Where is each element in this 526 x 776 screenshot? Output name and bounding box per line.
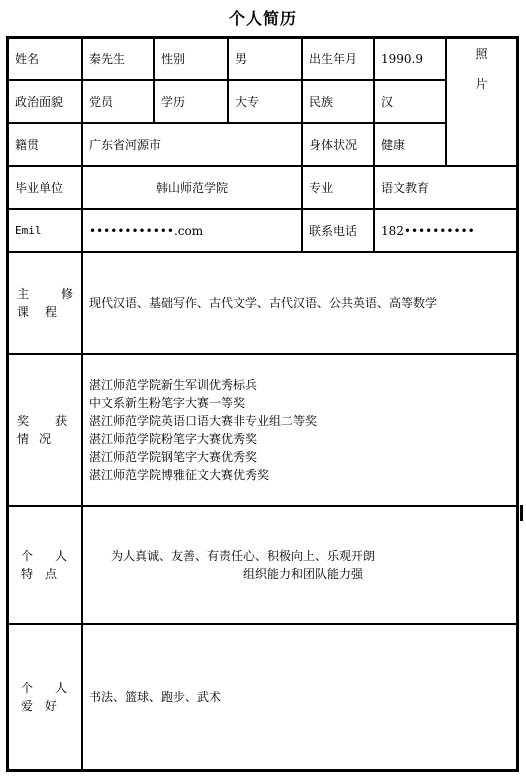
birth-label: 出生年月 xyxy=(302,38,374,80)
education-label: 学历 xyxy=(154,80,228,123)
hobbies-label-a: 个 xyxy=(21,681,34,695)
award-item: 中文系新生粉笔字大赛一等奖 xyxy=(89,396,246,410)
education-value: 大专 xyxy=(228,80,302,123)
courses-value: 现代汉语、基础写作、古代文学、古代汉语、公共英语、高等数学 xyxy=(82,252,517,354)
traits-label-a: 个 xyxy=(21,549,34,563)
traits-label xyxy=(8,506,82,624)
traits-label-b: 人 xyxy=(54,549,67,563)
awards-label-d: 况 xyxy=(38,432,51,446)
hobbies-label xyxy=(8,624,82,770)
text-cursor-mark xyxy=(520,505,523,521)
school-value: 韩山师范学院 xyxy=(82,166,302,209)
awards-label xyxy=(8,354,82,506)
hobbies-label-b: 人 xyxy=(54,681,67,695)
courses-label-a: 主 xyxy=(17,287,30,301)
native-place-value: 广东省河源市 xyxy=(82,123,302,166)
major-value: 语文教育 xyxy=(374,166,517,209)
traits-label-d: 点 xyxy=(44,567,57,581)
ethnicity-label: 民族 xyxy=(302,80,374,123)
courses-label xyxy=(8,252,82,354)
email-value: ••••••••••••.com xyxy=(82,209,302,252)
gender-value: 男 xyxy=(228,38,302,80)
phone-label: 联系电话 xyxy=(302,209,374,252)
courses-label-c: 课 xyxy=(17,305,30,319)
hobbies-label-c: 爱 xyxy=(21,699,34,713)
name-label: 姓名 xyxy=(8,38,82,80)
photo-label-1: 照 xyxy=(475,47,488,61)
photo-label-2: 片 xyxy=(475,77,488,91)
page-title: 个人简历 xyxy=(228,9,297,28)
courses-label-b: 修 xyxy=(60,287,73,301)
award-item: 湛江师范学院博雅征文大赛优秀奖 xyxy=(89,468,270,482)
awards-list xyxy=(82,354,517,506)
awards-label-b: 获 xyxy=(54,414,67,428)
name-value: 秦先生 xyxy=(82,38,154,80)
health-value: 健康 xyxy=(374,123,446,166)
native-place-label: 籍贯 xyxy=(8,123,82,166)
hobbies-label-d: 好 xyxy=(44,699,57,713)
traits-line-2: 组织能力和团队能力强 xyxy=(243,567,364,581)
photo-box xyxy=(446,38,517,166)
school-label: 毕业单位 xyxy=(8,166,82,209)
traits-value xyxy=(82,506,517,624)
traits-line-1: 为人真诚、友善、有责任心、积极向上、乐观开朗 xyxy=(111,549,376,563)
award-item: 湛江师范学院新生军训优秀标兵 xyxy=(89,378,258,392)
politics-label: 政治面貌 xyxy=(8,80,82,123)
politics-value: 党员 xyxy=(82,80,154,123)
resume-table xyxy=(6,36,519,772)
courses-label-d: 程 xyxy=(44,305,57,319)
email-label: Emil xyxy=(8,209,82,252)
major-label: 专业 xyxy=(302,166,374,209)
health-label: 身体状况 xyxy=(302,123,374,166)
award-item: 湛江师范学院粉笔字大赛优秀奖 xyxy=(89,432,258,446)
award-item: 湛江师范学院英语口语大赛非专业组二等奖 xyxy=(89,414,318,428)
traits-label-c: 特 xyxy=(21,567,34,581)
award-item: 湛江师范学院钢笔字大赛优秀奖 xyxy=(89,450,258,464)
awards-label-a: 奖 xyxy=(17,414,30,428)
ethnicity-value: 汉 xyxy=(374,80,446,123)
awards-label-c: 情 xyxy=(17,432,30,446)
hobbies-value: 书法、篮球、跑步、武术 xyxy=(82,624,517,770)
phone-value: 182•••••••••• xyxy=(374,209,517,252)
birth-value: 1990.9 xyxy=(374,38,446,80)
gender-label: 性别 xyxy=(154,38,228,80)
